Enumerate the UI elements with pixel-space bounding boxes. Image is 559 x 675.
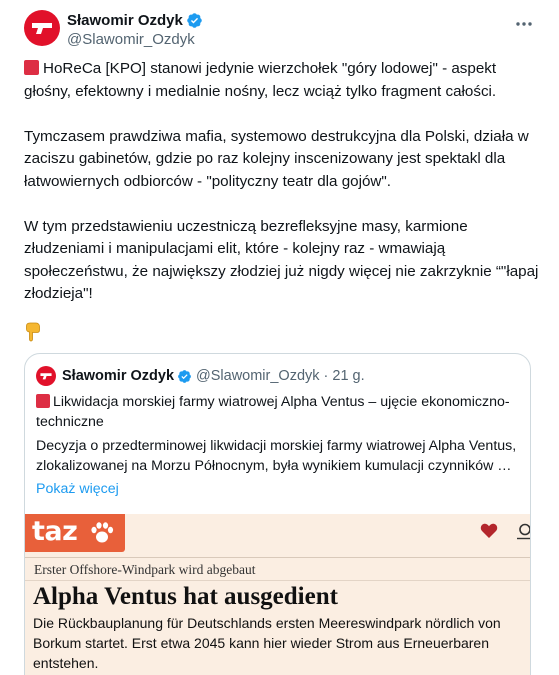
article-lede: Die Rückbauplanung für Deutschlands ersten Meereswindpark nördlich von Borkum startet. Erst etwa 2045 kann hier wieder Strom aus Erneuerbaren entstehen. (33, 615, 501, 671)
author-avatar[interactable] (24, 10, 60, 46)
quoted-author-handle: @Slawomir_Ozdyk · 21 g. (196, 368, 365, 384)
quoted-tweet-body: Decyzja o przedterminowej likwidacji morskiej farmy wiatrowej Alpha Ventus, zlokalizowanej na Morzu Północnym, była wynikiem kumulacji czynników … (36, 438, 517, 474)
tweet-paragraph-2: Tymczasem prawdziwa mafia, systemowo destrukcyjna dla Polski, działa w zaciszu gabinetów, gdzie po raz kolejny inscenizowany jest spektakl dla łatwowiernych odbiorców - "polityczny teatr dla gojów". (24, 127, 529, 190)
quoted-tweet[interactable] (24, 353, 531, 675)
taz-logo-text: taz (32, 516, 78, 547)
pistol-logo-icon (24, 10, 60, 46)
red-square-emoji-icon (36, 394, 50, 408)
quoted-author-name: Sławomir Ozdyk (62, 368, 175, 384)
quoted-author-avatar (36, 366, 56, 386)
quoted-tweet-header (36, 366, 365, 386)
article-preview-image[interactable] (25, 514, 531, 675)
tweet-text (24, 58, 544, 328)
verified-badge-icon (177, 369, 192, 384)
article-kicker: Erster Offshore-Windpark wird abgebaut (34, 562, 256, 577)
tweet-header (0, 0, 559, 56)
tweet-paragraph-1: HoReCa [KPO] stanowi jedynie wierzchołek "góry lodowej" - aspekt głośny, efektowny i medialnie nośny, lecz wciąż tylko fragment całości. (24, 60, 497, 100)
heart-icon (480, 522, 498, 539)
article-divider (25, 580, 531, 581)
search-icon (517, 522, 531, 540)
show-more-link[interactable]: Pokaż więcej (36, 481, 119, 497)
pistol-logo-icon (36, 366, 56, 386)
red-square-emoji-icon (24, 60, 39, 75)
verified-badge-icon[interactable] (186, 12, 203, 29)
taz-logo (25, 514, 125, 552)
article-divider (25, 557, 531, 558)
pointing-down-hand-icon (24, 322, 42, 342)
author-name[interactable]: Sławomir Ozdyk (67, 11, 183, 29)
paw-logo-icon (89, 521, 115, 545)
article-headline: Alpha Ventus hat ausgedient (33, 583, 338, 610)
author-handle[interactable]: @Slawomir_Ozdyk (67, 31, 195, 48)
author-info (67, 11, 203, 49)
quoted-tweet-title: Likwidacja morskiej farmy wiatrowej Alpha Ventus – ujęcie ekonomiczno-techniczne (36, 394, 510, 430)
more-options-icon[interactable] (514, 14, 534, 34)
tweet-paragraph-3: W tym przedstawieniu uczestniczą bezrefleksyjne masy, karmione złudzeniami i manipulacjami elit, które - kolejny raz - wmawiają społeczeństwu, że największy złodziej już nigdy więcej nie zakrzyknie “"łapaj złodzieja"! (24, 217, 539, 302)
